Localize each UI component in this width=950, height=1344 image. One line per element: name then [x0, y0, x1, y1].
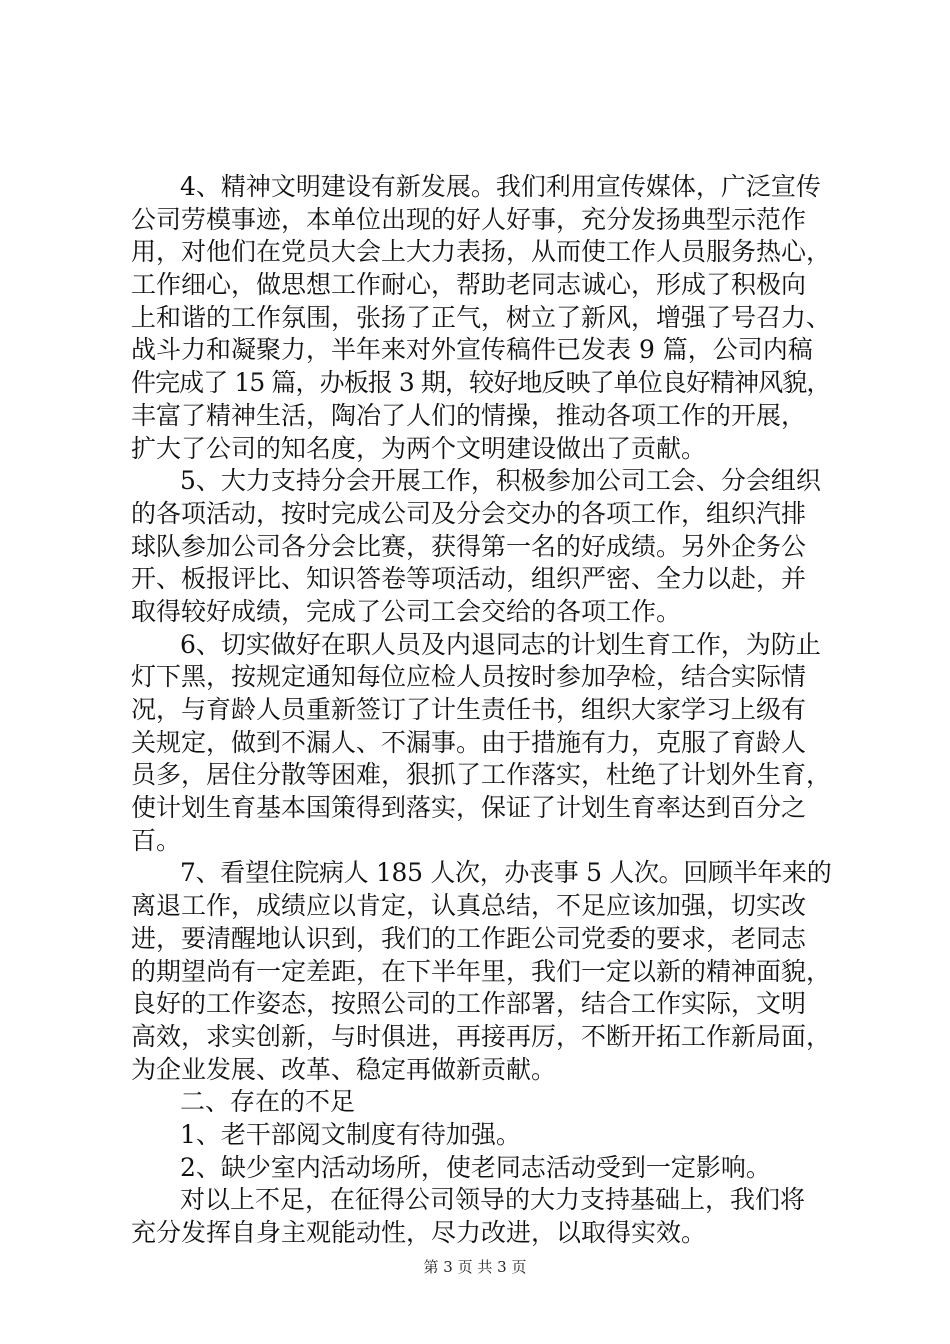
- text-line: 为企业发展、改革、稳定再做新贡献。: [131, 1054, 557, 1084]
- page-footer: 第 3 页 共 3 页: [423, 1258, 527, 1276]
- text-line: 员多，居住分散等困难，狠抓了工作落实，杜绝了计划外生育，: [131, 760, 832, 790]
- text-line: 高效，求实创新，与时俱进，再接再厉，不断开拓工作新局面，: [131, 1021, 832, 1051]
- text-line: 充分发挥自身主观能动性，尽力改进，以取得实效。: [131, 1218, 707, 1247]
- text-line: 上和谐的工作氛围，张扬了正气，树立了新风，增强了号召力、: [131, 302, 832, 332]
- text-line: 二、存在的不足: [180, 1087, 356, 1117]
- text-line: 良好的工作姿态，按照公司的工作部署，结合工作实际，文明: [131, 989, 807, 1019]
- text-line: 使计划生育基本国策得到落实，保证了计划生育率达到百分之: [131, 793, 807, 823]
- text-line: 2、缺少室内活动场所，使老同志活动受到一定影响。: [180, 1152, 771, 1182]
- text-line: 用，对他们在党员大会上大力表扬，从而使工作人员服务热心，: [131, 237, 832, 267]
- text-line: 对以上不足，在征得公司领导的大力支持基础上，我们将: [180, 1185, 806, 1215]
- document-body: [131, 171, 831, 1250]
- text-line: 件完成了 15 篇，办板报 3 期，较好地反映了单位良好精神风貌，: [131, 368, 831, 398]
- text-line: 灯下黑，按规定通知每位应检人员按时参加孕检，结合实际情: [131, 662, 807, 692]
- text-line: 开、板报评比、知识答卷等项活动，组织严密、全力以赴，并: [131, 564, 807, 594]
- text-line: 战斗力和凝聚力，半年来对外宣传稿件已发表 9 篇，公司内稿: [131, 335, 813, 365]
- text-line: 6、切实做好在职人员及内退同志的计划生育工作，为防止: [180, 629, 821, 659]
- text-line: 7、看望住院病人 185 人次，办丧事 5 人次。回顾半年来的: [180, 858, 832, 888]
- text-line: 5、大力支持分会开展工作，积极参加公司工会、分会组织: [180, 466, 821, 496]
- text-line: 取得较好成绩，完成了公司工会交给的各项工作。: [131, 596, 682, 626]
- text-line: 丰富了精神生活，陶冶了人们的情操，推动各项工作的开展，: [131, 400, 807, 430]
- text-line: 的期望尚有一定差距，在下半年里，我们一定以新的精神面貌，: [131, 956, 832, 986]
- text-line: 关规定，做到不漏人、不漏事。由于措施有力，克服了育龄人: [131, 727, 807, 757]
- text-line: 进，要清醒地认识到，我们的工作距公司党委的要求，老同志: [131, 923, 807, 953]
- text-line: 工作细心，做思想工作耐心，帮助老同志诚心，形成了积极向: [131, 270, 807, 300]
- text-line: 扩大了公司的知名度，为两个文明建设做出了贡献。: [131, 433, 707, 463]
- text-line: 1、老干部阅文制度有待加强。: [180, 1119, 521, 1149]
- text-line: 的各项活动，按时完成公司及分会交办的各项工作，组织汽排: [131, 498, 807, 528]
- text-line: 百。: [131, 825, 182, 855]
- text-line: 况，与育龄人员重新签订了计生责任书，组织大家学习上级有: [131, 695, 807, 724]
- text-line: 离退工作，成绩应以肯定，认真总结，不足应该加强，切实改: [131, 891, 807, 921]
- text-line: 公司劳模事迹，本单位出现的好人好事，充分发扬典型示范作: [131, 204, 807, 234]
- text-line: 4、精神文明建设有新发展。我们利用宣传媒体，广泛宣传: [180, 172, 821, 201]
- text-line: 球队参加公司各分会比赛，获得第一名的好成绩。另外企务公: [131, 531, 807, 561]
